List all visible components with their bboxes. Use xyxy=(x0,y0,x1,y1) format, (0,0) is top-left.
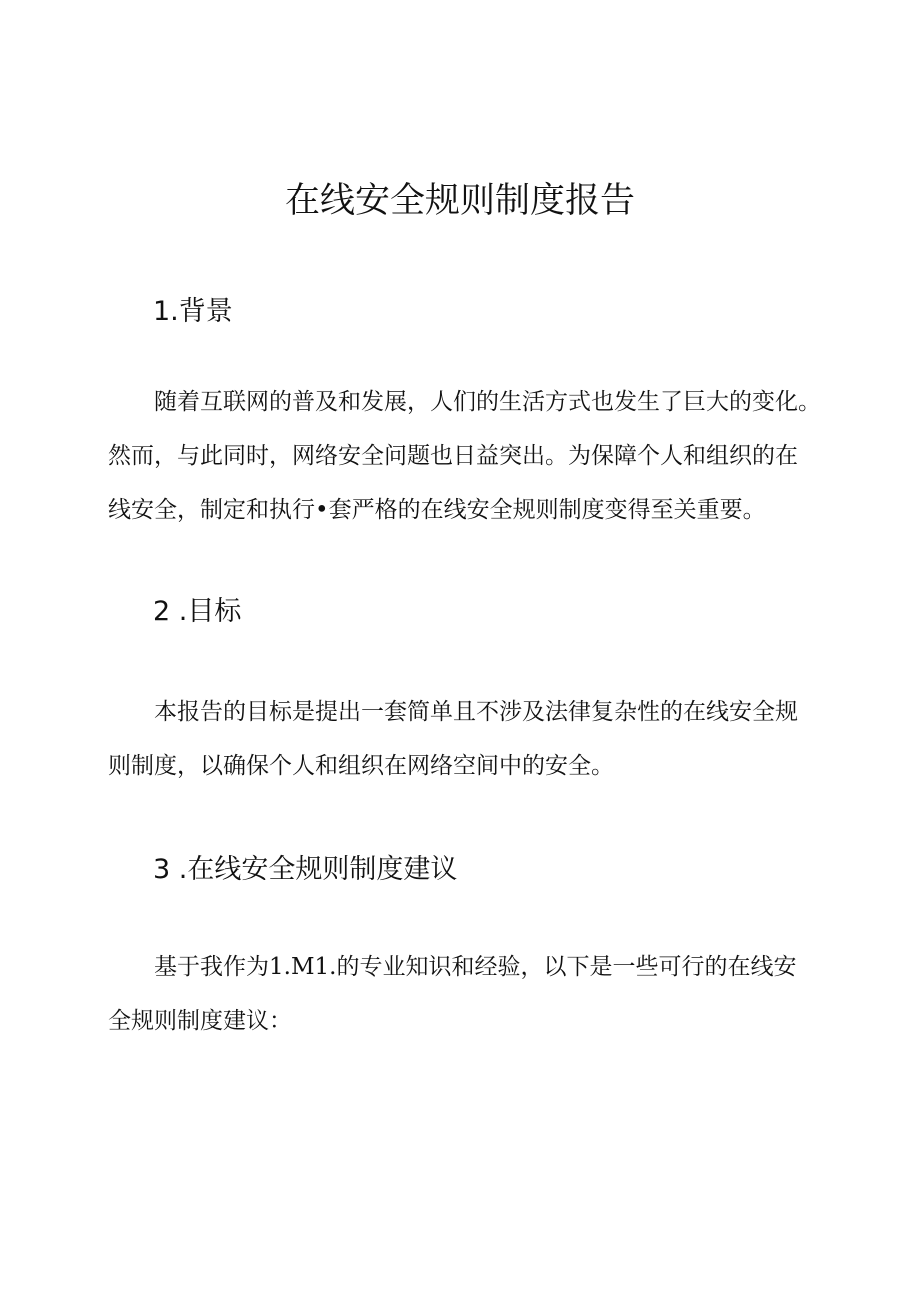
paragraph-line: 本报告的目标是提出一套简单且不涉及法律复杂性的在线安全规 xyxy=(154,699,798,725)
paragraph-line: 全规则制度建议： xyxy=(108,1008,292,1034)
section-heading-background: 1.背景 xyxy=(153,296,233,327)
section-heading-goal: 2 .目标 xyxy=(153,596,242,627)
paragraph-line: 则制度，以确保个人和组织在网络空间中的安全。 xyxy=(108,753,614,779)
section-heading-recommendations: 3 .在线安全规则制度建议 xyxy=(153,854,458,885)
paragraph-line: 线安全，制定和执行•套严格的在线安全规则制度变得至关重要。 xyxy=(108,497,766,523)
section-body-goal xyxy=(108,685,820,793)
paragraph-line: 然而，与此同时，网络安全问题也日益突出。为保障个人和组织的在 xyxy=(108,443,798,469)
section-body-recommendations xyxy=(108,940,820,1048)
section-body-background xyxy=(108,375,820,537)
paragraph-line: 基于我作为1.M1.的专业知识和经验，以下是一些可行的在线安 xyxy=(154,954,797,980)
paragraph-line: 随着互联网的普及和发展，人们的生活方式也发生了巨大的变化。 xyxy=(154,389,821,415)
document-title: 在线安全规则制度报告 xyxy=(284,181,635,221)
